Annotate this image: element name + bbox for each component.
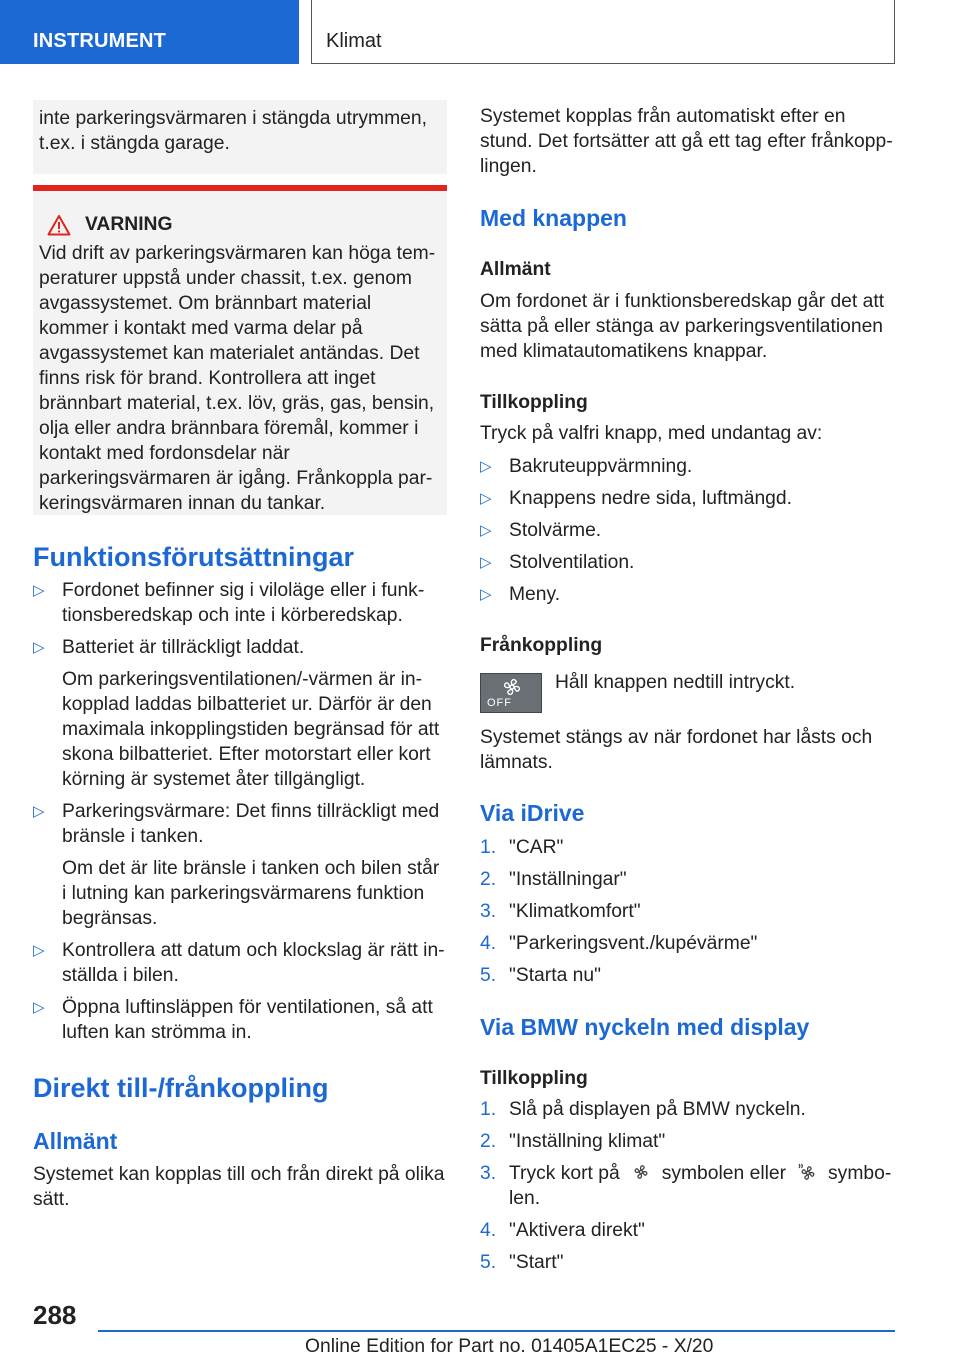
info-box-continued [33,100,447,174]
list-item: ▷ Parkeringsvärmare: Det finns tillräckligt med bränsle i tanken. Om det är lite bränsle i tanken och bilen står i lutning kan parkeringsvärmarens funktion begränsas. [33,799,447,931]
warning-triangle-icon [47,214,71,236]
warning-box [33,185,447,515]
off-label: OFF [487,697,512,709]
list-item: 5. "Starta nu" [480,965,601,986]
triangle-bullet-icon: ▷ [33,639,45,656]
footer-edition: Online Edition for Part no. 01405A1EC25 - X/20 [305,1336,714,1357]
triangle-bullet-icon: ▷ [480,586,492,603]
list-item: ▷ Stolvärme. [480,520,602,541]
requirements-list [33,578,447,1045]
list-item: ▷ Batteriet är tillräckligt laddat. Om parkeringsventilationen/-värmen är inkopplad laddas bilbatteriet ur. Därför är den maximala inkopplingstiden begränsad för att skona bilbatteriet. Efter motorstart eller kort körning är systemet åter tillgängligt. [33,635,447,792]
info-box-text: inte parkeringsvärmaren i stängda utrymmen, t.ex. i stängda garage. [39,108,427,154]
button-general-text: Om fordonet är i funktionsberedskap går det att sätta på eller stänga av parkeringsventilationen med klimatautomatikens knappar. [480,291,885,362]
direct-text-wrap [33,1162,447,1212]
button-after-text: Systemet stängs av när fordonet har låsts och lämnats. [480,727,873,773]
triangle-bullet-icon: ▷ [33,803,45,820]
list-item: ▷ Kontrollera att datum och klockslag är rätt inställda i bilen. [33,940,445,986]
fan-off-button-image [480,673,542,713]
list-item: 3. Tryck kort på symbolen eller symbolen. [480,1163,892,1209]
idrive-steps-wrap [480,835,898,995]
list-item-detail: Om det är lite bränsle i tanken och bilen står i lutning kan parkeringsvärmarens funktion begränsas. [62,858,440,929]
button-off-heading: Frånkoppling [480,635,603,656]
list-item: 2. "Inställning klimat" [480,1131,666,1152]
triangle-bullet-icon: ▷ [33,999,45,1016]
off-text-wrap [555,670,895,695]
list-item: 1. Slå på displayen på BMW nyckeln. [480,1099,806,1120]
direct-heading: Direkt till-/frånkoppling [33,1073,329,1103]
list-item: ▷ Bakruteuppvärmning. [480,456,693,477]
key-wrap [480,1066,898,1282]
intro-text: Systemet kopplas från automatiskt efter en stund. Det fortsätter att gå ett tag efter frånkopplingen. [480,106,893,177]
idrive-heading: Via iDrive [480,800,585,826]
triangle-bullet-icon: ▷ [480,490,492,507]
button-on-heading: Tillkoppling [480,392,588,413]
fan-heat-icon [796,1162,818,1182]
requirements-list-wrap [33,578,447,1052]
list-item: 1. "CAR" [480,837,564,858]
button-general-heading: Allmänt [480,259,551,280]
list-item: ▷ Knappens nedre sida, luftmängd. [480,488,792,509]
chapter-title: Klimat [326,30,382,52]
page-number: 288 [33,1300,77,1330]
triangle-bullet-icon: ▷ [480,554,492,571]
warning-title-row [47,213,441,237]
button-off-text: Håll knappen nedtill intryckt. [555,672,796,693]
intro-wrap [480,104,898,179]
direct-text: Systemet kan kopplas till och från direkt på olika sätt. [33,1164,445,1210]
warning-text: Vid drift av parkeringsvärmaren kan höga temperaturer uppstå under chassit, t.ex. genom avgassystemet. Om brännbart material kommer i kontakt med varma delar på avgassystemet kan materialet antändas. Det finns risk för brand. Kontrollera att inget brännbart material, t.ex. löv, gräs, gas, bensin, olja eller andra brännbara föremål, kommer i kontakt med fordonsdelar när parkeringsvärmaren är igång. Frånkoppla parkeringsvärmaren innan du tankar. [39,243,436,514]
triangle-bullet-icon: ▷ [480,522,492,539]
list-item: 5. "Start" [480,1252,564,1273]
idrive-steps [480,835,898,988]
list-item: 4. "Parkeringsvent./kupévärme" [480,933,758,954]
triangle-bullet-icon: ▷ [480,458,492,475]
after-text-wrap [480,725,898,775]
list-item: ▷ Stolventilation. [480,552,635,573]
list-item-detail: Om parkeringsventilationen/-värmen är inkopplad laddas bilbatteriet ur. Därför är den maximala inkopplingstiden begränsad för att skona bilbatteriet. Efter motorstart eller kort körning är systemet åter tillgängligt. [62,669,440,790]
key-heading: Via BMW nyckeln med display [480,1014,810,1040]
section-title: INSTRUMENT [33,30,167,52]
button-heading: Med knappen [480,205,627,231]
list-item: 4. "Aktivera direkt" [480,1220,645,1241]
triangle-bullet-icon: ▷ [33,942,45,959]
requirements-heading: Funktionsförutsättningar [33,542,354,572]
footer-divider [98,1330,895,1332]
section-tab [0,0,299,64]
triangle-bullet-icon: ▷ [33,582,45,599]
button-on-text: Tryck på valfri knapp, med undantag av: [480,423,823,444]
warning-title: VARNING [85,214,173,235]
button-on-wrap [480,390,898,614]
list-item: ▷ Fordonet befinner sig i viloläge eller i funktionsberedskap och inte i körberedskap. [33,580,425,626]
fan-icon [630,1162,652,1182]
list-item: 3. "Klimatkomfort" [480,901,641,922]
fan-icon [497,676,527,698]
list-item: ▷ Meny. [480,584,561,605]
key-steps [480,1097,898,1275]
list-item: 2. "Inställningar" [480,869,627,890]
list-item: ▷ Öppna luftinsläppen för ventilationen, så att luften kan strömma in. [33,997,433,1043]
chapter-tab [311,0,895,64]
key-on-heading: Tillkoppling [480,1068,588,1089]
button-general-wrap [480,257,898,364]
exception-list [480,454,898,607]
direct-general-heading: Allmänt [33,1128,118,1154]
